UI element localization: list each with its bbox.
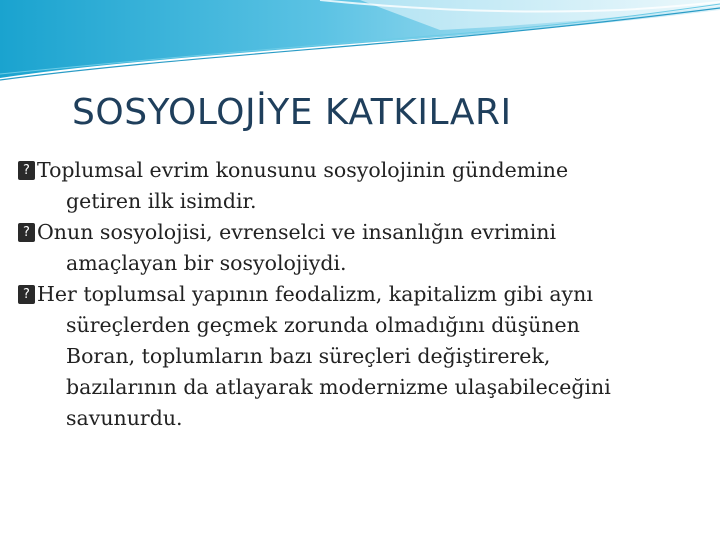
bullet-placeholder-icon: ? <box>18 223 35 242</box>
header-wave-decoration <box>0 0 720 90</box>
bullet-text-line: getiren ilk isimdir. <box>66 189 257 213</box>
bullet-item <box>18 155 708 217</box>
bullet-text-line: Toplumsal evrim konusunu sosyolojinin gündemine <box>37 158 569 182</box>
bullet-text-line: Onun sosyolojisi, evrenselci ve insanlığın evrimini <box>37 220 557 244</box>
bullet-text-line: süreçlerden geçmek zorunda olmadığını düşünen <box>66 313 580 337</box>
bullet-text-line: Boran, toplumların bazı süreçleri değiştirerek, <box>66 344 551 368</box>
bullet-placeholder-icon: ? <box>18 161 35 180</box>
bullet-text-line: bazılarının da atlayarak modernizme ulaşabileceğini <box>66 375 611 399</box>
bullet-text-line: amaçlayan bir sosyolojiydi. <box>66 251 347 275</box>
slide-title: SOSYOLOJİYE KATKILARI <box>72 92 512 133</box>
bullet-text-line: Her toplumsal yapının feodalizm, kapitalizm gibi aynı <box>37 282 593 306</box>
bullet-item <box>18 217 708 279</box>
bullet-list <box>18 155 708 434</box>
bullet-text-line: savunurdu. <box>66 406 183 430</box>
bullet-item <box>18 279 708 434</box>
bullet-placeholder-icon: ? <box>18 285 35 304</box>
